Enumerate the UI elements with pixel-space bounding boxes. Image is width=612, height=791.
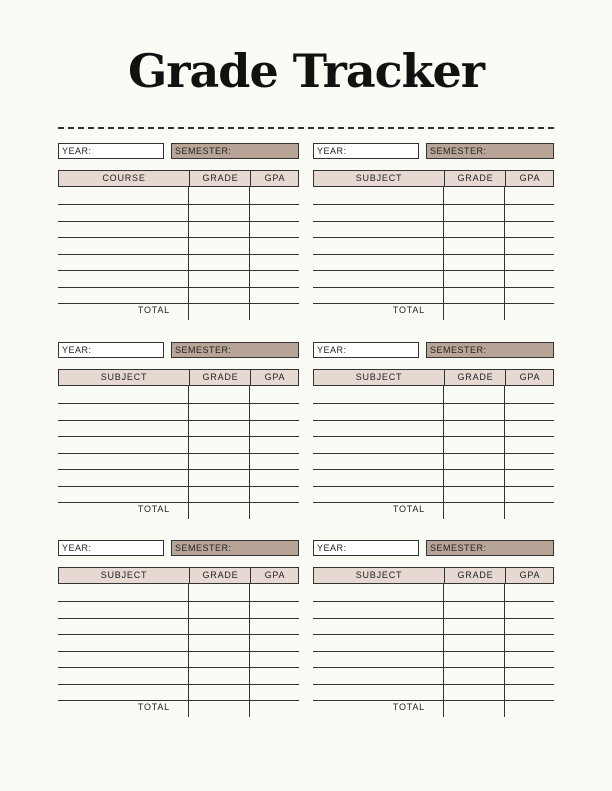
table-row[interactable]	[58, 287, 299, 288]
column-header-gpa: GPA	[505, 370, 554, 385]
total-label: TOTAL	[137, 702, 170, 712]
table-row[interactable]	[313, 469, 554, 470]
table-row[interactable]	[313, 420, 554, 421]
table-row[interactable]	[313, 453, 554, 454]
table-row[interactable]	[58, 254, 299, 255]
column-divider	[443, 386, 444, 519]
table-row[interactable]	[313, 618, 554, 619]
table-row[interactable]	[313, 684, 554, 685]
table-row[interactable]	[58, 700, 299, 701]
grade-block	[58, 143, 299, 320]
table-row[interactable]	[313, 254, 554, 255]
column-header-subject: SUBJECT	[100, 372, 148, 382]
column-divider	[188, 187, 189, 320]
table-row[interactable]	[58, 303, 299, 304]
table-row[interactable]	[313, 667, 554, 668]
column-divider	[249, 386, 250, 519]
table-row[interactable]	[58, 486, 299, 487]
table-row[interactable]	[58, 634, 299, 635]
column-divider	[249, 187, 250, 320]
table-header	[313, 170, 554, 187]
table-row[interactable]	[58, 502, 299, 503]
column-header-grade: GRADE	[444, 370, 506, 385]
table-row[interactable]	[58, 667, 299, 668]
grade-block	[58, 342, 299, 519]
column-header-subject: SUBJECT	[100, 570, 148, 580]
total-label: TOTAL	[392, 702, 425, 712]
year-field[interactable]: YEAR:	[313, 342, 419, 358]
table-row[interactable]	[313, 204, 554, 205]
semester-field[interactable]: SEMESTER:	[426, 540, 554, 556]
column-header-grade: GRADE	[189, 171, 251, 186]
table-row[interactable]	[313, 287, 554, 288]
column-divider	[504, 187, 505, 320]
semester-field[interactable]: SEMESTER:	[171, 540, 299, 556]
table-row[interactable]	[313, 403, 554, 404]
table-row[interactable]	[58, 469, 299, 470]
grade-block	[313, 143, 554, 320]
column-header-subject: SUBJECT	[355, 173, 403, 183]
semester-field[interactable]: SEMESTER:	[171, 143, 299, 159]
column-header-grade: GRADE	[444, 568, 506, 583]
table-row[interactable]	[313, 237, 554, 238]
column-divider	[504, 386, 505, 519]
table-row[interactable]	[58, 436, 299, 437]
table-row[interactable]	[58, 651, 299, 652]
column-header-grade: GRADE	[189, 370, 251, 385]
grade-block	[313, 342, 554, 519]
table-row[interactable]	[58, 453, 299, 454]
table-row[interactable]	[313, 486, 554, 487]
column-header-gpa: GPA	[250, 370, 299, 385]
year-field[interactable]: YEAR:	[58, 342, 164, 358]
table-row[interactable]	[313, 270, 554, 271]
semester-field[interactable]: SEMESTER:	[171, 342, 299, 358]
column-header-gpa: GPA	[250, 171, 299, 186]
column-divider	[249, 584, 250, 717]
table-row[interactable]	[313, 436, 554, 437]
column-header-grade: GRADE	[444, 171, 506, 186]
table-row[interactable]	[58, 420, 299, 421]
year-field[interactable]: YEAR:	[58, 143, 164, 159]
column-header-subject: SUBJECT	[355, 570, 403, 580]
dashed-divider	[58, 127, 554, 129]
total-label: TOTAL	[137, 504, 170, 514]
column-header-subject: SUBJECT	[355, 372, 403, 382]
table-row[interactable]	[58, 684, 299, 685]
column-divider	[188, 386, 189, 519]
column-divider	[443, 584, 444, 717]
semester-field[interactable]: SEMESTER:	[426, 342, 554, 358]
year-field[interactable]: YEAR:	[313, 143, 419, 159]
semester-field[interactable]: SEMESTER:	[426, 143, 554, 159]
table-row[interactable]	[58, 601, 299, 602]
table-header	[58, 567, 299, 584]
table-header	[58, 170, 299, 187]
table-row[interactable]	[58, 270, 299, 271]
table-row[interactable]	[313, 700, 554, 701]
table-header	[58, 369, 299, 386]
table-row[interactable]	[313, 651, 554, 652]
column-header-gpa: GPA	[250, 568, 299, 583]
total-label: TOTAL	[392, 305, 425, 315]
table-row[interactable]	[313, 221, 554, 222]
column-header-course: COURSE	[102, 173, 146, 183]
table-row[interactable]	[58, 204, 299, 205]
table-row[interactable]	[58, 221, 299, 222]
total-label: TOTAL	[392, 504, 425, 514]
column-header-grade: GRADE	[189, 568, 251, 583]
year-field[interactable]: YEAR:	[313, 540, 419, 556]
year-field[interactable]: YEAR:	[58, 540, 164, 556]
table-row[interactable]	[313, 303, 554, 304]
table-row[interactable]	[313, 502, 554, 503]
column-divider	[504, 584, 505, 717]
table-header	[313, 567, 554, 584]
column-header-gpa: GPA	[505, 171, 554, 186]
table-row[interactable]	[58, 403, 299, 404]
table-row[interactable]	[58, 237, 299, 238]
table-row[interactable]	[313, 634, 554, 635]
column-divider	[188, 584, 189, 717]
grade-block	[58, 540, 299, 717]
column-divider	[443, 187, 444, 320]
page-title: Grade Tracker	[127, 44, 485, 98]
grade-block	[313, 540, 554, 717]
table-row[interactable]	[58, 618, 299, 619]
table-header	[313, 369, 554, 386]
total-label: TOTAL	[137, 305, 170, 315]
table-row[interactable]	[313, 601, 554, 602]
column-header-gpa: GPA	[505, 568, 554, 583]
